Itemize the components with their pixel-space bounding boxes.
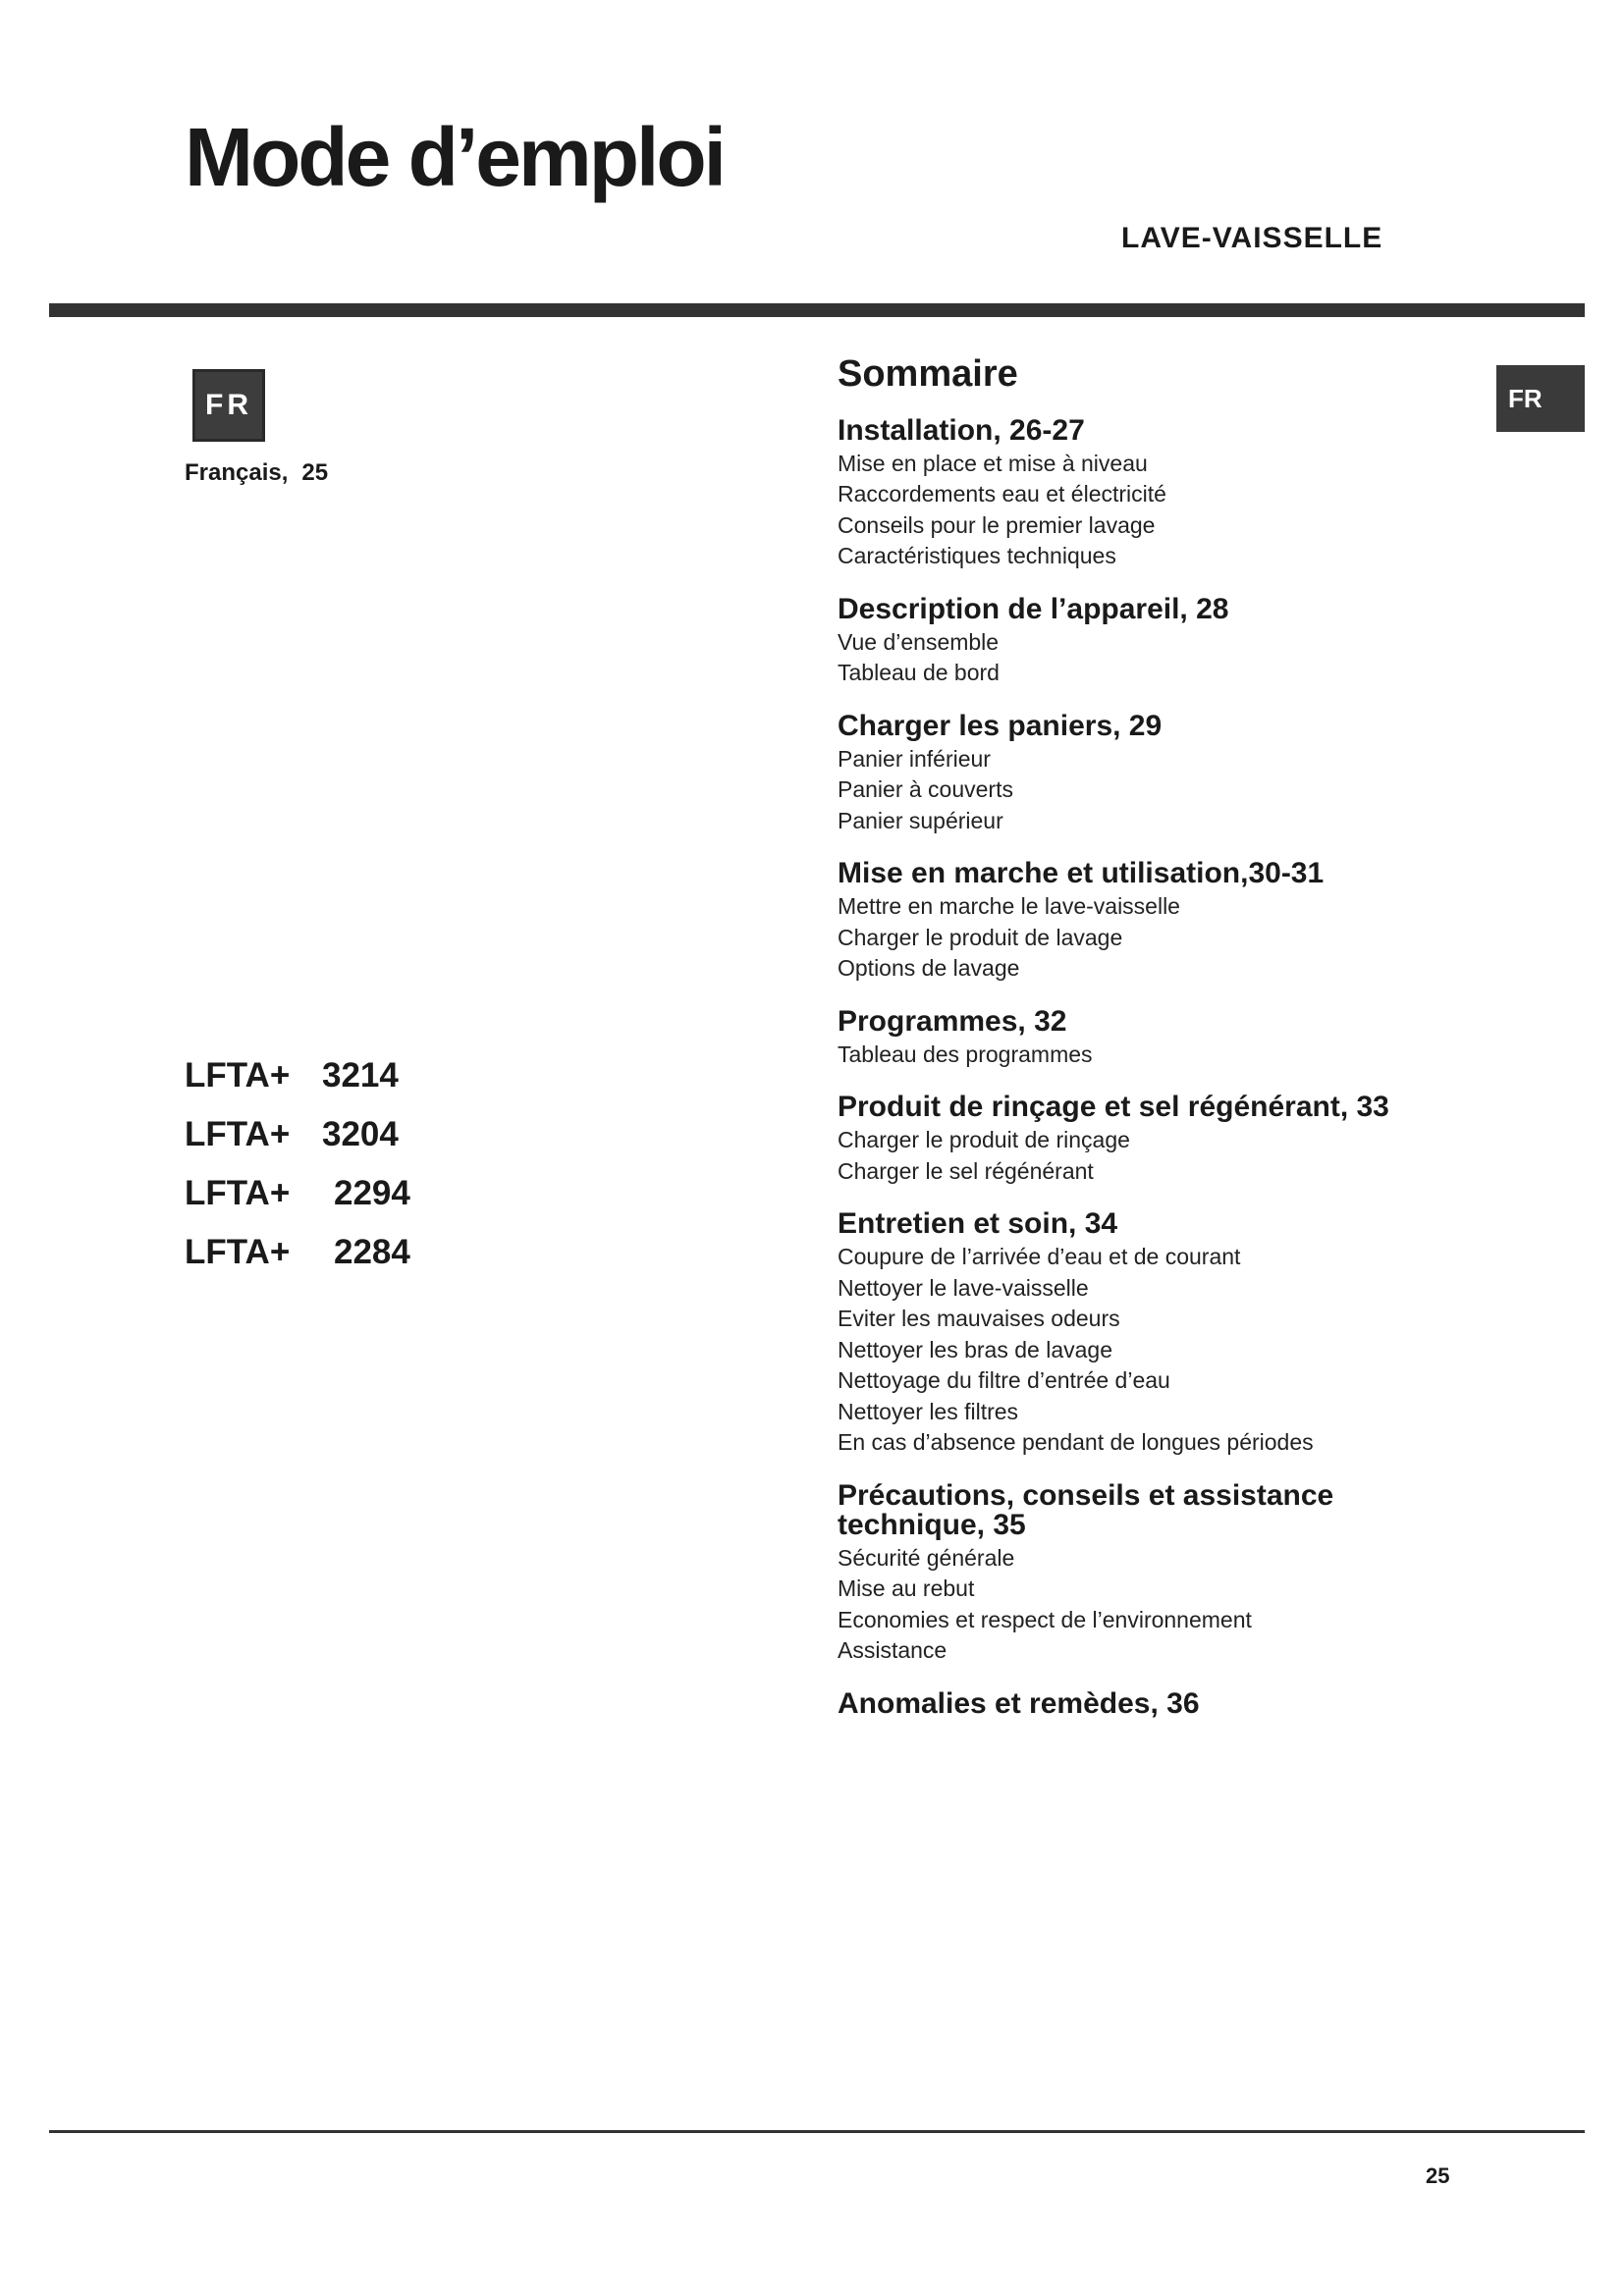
toc-section-title: Programmes, 32 xyxy=(838,1004,1067,1038)
toc-heading: Sommaire xyxy=(838,353,1018,395)
model-entry xyxy=(185,1105,410,1164)
toc-section-description xyxy=(838,592,1525,689)
model-number: 3204 xyxy=(322,1115,399,1153)
model-series: LFTA+ xyxy=(185,1174,291,1212)
toc-item: Mise en place et mise à niveau xyxy=(838,450,1148,476)
toc-item: En cas d’absence pendant de longues périodes xyxy=(838,1429,1314,1456)
model-series: LFTA+ xyxy=(185,1115,291,1153)
toc-section-title: Description de l’appareil, 28 xyxy=(838,592,1229,625)
toc-item: Charger le produit de lavage xyxy=(838,924,1123,950)
toc-section-title: Précautions, conseils et assistance technique, 35 xyxy=(838,1478,1334,1541)
model-number: 3214 xyxy=(322,1056,399,1095)
toc-item: Nettoyer le lave-vaisselle xyxy=(838,1274,1089,1301)
toc-item: Conseils pour le premier lavage xyxy=(838,511,1156,538)
toc-item: Nettoyage du filtre d’entrée d’eau xyxy=(838,1367,1170,1394)
toc-item: Options de lavage xyxy=(838,955,1020,982)
model-list xyxy=(185,1046,410,1282)
toc-section-title: Entretien et soin, 34 xyxy=(838,1207,1118,1241)
toc-item: Mise au rebut xyxy=(838,1575,975,1602)
language-side-tab: FR xyxy=(1496,365,1585,432)
toc-section-title: Installation, 26-27 xyxy=(838,413,1085,447)
model-entry xyxy=(185,1223,410,1282)
model-series: LFTA+ xyxy=(185,1233,291,1271)
toc-item: Eviter les mauvaises odeurs xyxy=(838,1306,1120,1332)
model-entry xyxy=(185,1046,410,1105)
language-page: 25 xyxy=(301,459,329,486)
toc-section-entretien xyxy=(838,1209,1525,1459)
toc-item: Sécurité générale xyxy=(838,1544,1015,1571)
model-series: LFTA+ xyxy=(185,1056,291,1095)
table-of-contents xyxy=(838,355,1525,1741)
toc-item: Raccordements eau et électricité xyxy=(838,481,1166,507)
toc-section-title: Anomalies et remèdes, 36 xyxy=(838,1686,1200,1720)
toc-item: Mettre en marche le lave-vaisselle xyxy=(838,893,1180,920)
toc-section-installation xyxy=(838,413,1525,572)
toc-section-title: Produit de rinçage et sel régénérant, 33 xyxy=(838,1091,1389,1124)
toc-item: Caractéristiques techniques xyxy=(838,543,1116,569)
language-badge: FR xyxy=(192,369,265,442)
toc-section-anomalies xyxy=(838,1686,1525,1720)
product-category: LAVE-VAISSELLE xyxy=(1121,222,1383,254)
toc-item: Coupure de l’arrivée d’eau et de courant xyxy=(838,1244,1241,1270)
toc-section-rincage xyxy=(838,1093,1525,1187)
toc-section-title: Charger les paniers, 29 xyxy=(838,709,1163,742)
toc-item: Panier supérieur xyxy=(838,807,1003,833)
footer-divider xyxy=(49,2130,1585,2133)
toc-item: Nettoyer les filtres xyxy=(838,1398,1019,1424)
page-title: Mode d’emploi xyxy=(185,111,724,203)
toc-item: Vue d’ensemble xyxy=(838,628,1000,655)
toc-item: Tableau des programmes xyxy=(838,1041,1093,1067)
page-number: 25 xyxy=(1426,2163,1450,2188)
toc-item: Panier inférieur xyxy=(838,745,991,772)
toc-section-precautions xyxy=(838,1478,1525,1667)
toc-section-mise-en-marche xyxy=(838,859,1525,985)
toc-section-programmes xyxy=(838,1004,1525,1071)
toc-item: Nettoyer les bras de lavage xyxy=(838,1336,1112,1362)
toc-item: Economies et respect de l’environnement xyxy=(838,1606,1252,1632)
language-label: Français, xyxy=(185,459,289,486)
toc-section-paniers xyxy=(838,709,1525,837)
toc-item: Tableau de bord xyxy=(838,660,1000,686)
language-index xyxy=(185,459,328,487)
model-number: 2284 xyxy=(334,1233,410,1271)
header-divider xyxy=(49,303,1585,317)
model-number: 2294 xyxy=(334,1174,410,1212)
toc-item: Panier à couverts xyxy=(838,776,1013,803)
toc-item: Charger le sel régénérant xyxy=(838,1157,1094,1184)
toc-section-title: Mise en marche et utilisation,30-31 xyxy=(838,857,1325,890)
toc-item: Assistance xyxy=(838,1637,947,1664)
toc-item: Charger le produit de rinçage xyxy=(838,1127,1130,1153)
model-entry xyxy=(185,1164,410,1223)
